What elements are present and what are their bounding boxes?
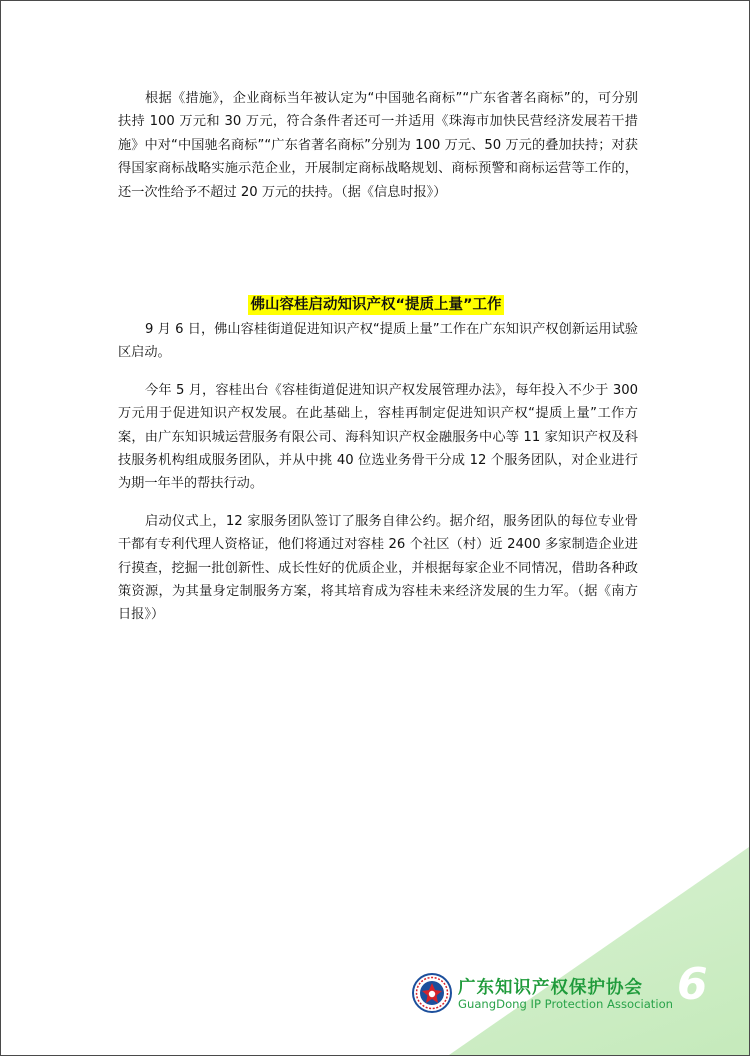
- article-2-body: [118, 318, 638, 627]
- corner-decoration: [449, 847, 749, 1055]
- article-2-heading: [1, 287, 750, 315]
- article-2-paragraph: 9 月 6 日，佛山容桂街道促进知识产权“提质上量”工作在广东知识产权创新运用试验区启动。: [118, 322, 638, 361]
- organization-name-cn: 广东知识产权保护协会: [458, 978, 643, 998]
- organization-name-en: GuangDong IP Protection Association: [458, 997, 674, 1011]
- association-emblem-icon: [412, 973, 452, 1013]
- article-2-paragraph: 今年 5 月，容桂出台《容桂街道促进知识产权发展管理办法》，每年投入不少于 300 万元用于促进知识产权发展。在此基础上，容桂再制定促进知识产权“提质上量”工作方案，由广东知识城运营服务有限公司、海科知识产权金融服务中心等 11 家知识产权及科技服务机构组成服务团队，并从中挑 40 位选业务骨干分成 12 个服务团队，对企业进行为期一年半的帮扶行动。: [118, 382, 638, 492]
- page-number: 6: [677, 959, 708, 1010]
- article-2-title: 佛山容桂启动知识产权“提质上量”工作: [250, 297, 502, 313]
- article-2-paragraph: 启动仪式上，12 家服务团队签订了服务自律公约。据介绍，服务团队的每位专业骨干都有专利代理人资格证，他们将通过对容桂 26 个社区（村）近 2400 多家制造企业进行摸查，挖掘一批创新性、成长性好的优质企业，并根据每家企业不同情况，借助各种政策资源，为其量身定制服务方案，将其培育成为容桂未来经济发展的生力军。（据《南方日报》）: [118, 513, 638, 623]
- article-1-body: [118, 87, 638, 204]
- article-1-paragraph: 根据《措施》，企业商标当年被认定为“中国驰名商标”“广东省著名商标”的，可分别扶持 100 万元和 30 万元，符合条件者还可一并适用《珠海市加快民营经济发展若干措施》中对“中国驰名商标”“广东省著名商标”分别为 100 万元、50 万元的叠加扶持；对获得国家商标战略实施示范企业，开展制定商标战略规划、商标预警和商标运营等工作的，还一次性给予不超过 20 万元的扶持。（据《信息时报》）: [118, 91, 638, 200]
